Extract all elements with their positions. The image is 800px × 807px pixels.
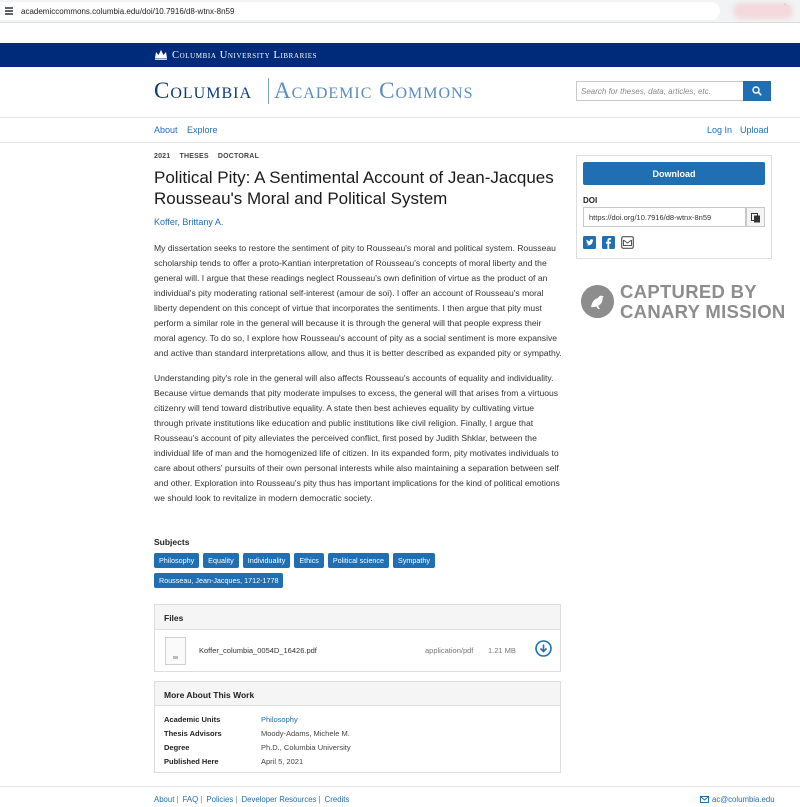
work-meta-tags bbox=[154, 153, 266, 160]
facebook-icon[interactable] bbox=[602, 236, 615, 249]
footer-separator: | bbox=[318, 795, 321, 804]
subject-tag[interactable]: Political science bbox=[328, 553, 389, 568]
cul-banner bbox=[0, 43, 800, 67]
doi-field[interactable] bbox=[583, 207, 746, 227]
subject-tag[interactable]: Equality bbox=[203, 553, 239, 568]
nav-upload[interactable]: Upload bbox=[740, 125, 769, 135]
footer-link-developer-resources[interactable]: Developer Resources bbox=[241, 795, 317, 804]
more-about-panel bbox=[154, 681, 561, 773]
subject-tag[interactable]: Sympathy bbox=[393, 553, 435, 568]
search-icon bbox=[752, 86, 762, 96]
search-button[interactable] bbox=[743, 81, 771, 101]
canary-bird-icon bbox=[581, 285, 614, 318]
footer-link-policies[interactable]: Policies bbox=[206, 795, 234, 804]
search-input[interactable] bbox=[576, 81, 743, 101]
browser-profile-area bbox=[733, 3, 793, 19]
download-circle-icon[interactable] bbox=[535, 640, 552, 657]
detail-label: Degree bbox=[164, 743, 190, 752]
footer bbox=[0, 786, 800, 807]
work-year: 2021 bbox=[154, 153, 171, 160]
footer-link-faq[interactable]: FAQ bbox=[182, 795, 199, 804]
subject-tag[interactable]: Philosophy bbox=[154, 553, 199, 568]
detail-label: Published Here bbox=[164, 757, 219, 766]
envelope-icon bbox=[700, 796, 709, 803]
crown-icon bbox=[154, 49, 168, 60]
subject-tag[interactable]: Ethics bbox=[294, 553, 324, 568]
nav-login[interactable]: Log In bbox=[707, 125, 733, 135]
file-type: application/pdf bbox=[425, 646, 474, 655]
canary-mission-watermark bbox=[581, 282, 791, 322]
nav-bar bbox=[0, 117, 800, 143]
more-about-heading: More About This Work bbox=[155, 682, 560, 706]
page-title: Political Pity: A Sentimental Account of Jean-Jacques Rousseau's Moral and Political System bbox=[154, 168, 554, 208]
watermark-line-2: CANARY MISSION bbox=[620, 301, 786, 322]
site-info-icon[interactable] bbox=[5, 6, 15, 16]
abstract bbox=[154, 241, 562, 516]
detail-value: April 5, 2021 bbox=[261, 757, 304, 766]
detail-label: Thesis Advisors bbox=[164, 729, 222, 738]
nav-explore[interactable]: Explore bbox=[187, 125, 218, 135]
files-panel bbox=[154, 604, 561, 672]
subjects-row bbox=[154, 553, 574, 568]
logo-columbia[interactable]: Columbia bbox=[154, 78, 253, 103]
footer-email-text[interactable]: ac@columbia.edu bbox=[712, 795, 775, 804]
copy-doi-button[interactable] bbox=[746, 207, 765, 227]
watermark-line-1: CAPTURED BY bbox=[620, 281, 757, 302]
watermark-text bbox=[620, 282, 786, 322]
logo-divider bbox=[268, 78, 269, 104]
subject-tag[interactable]: Rousseau, Jean-Jacques, 1712-1778 bbox=[154, 573, 283, 588]
abstract-paragraph: Understanding pity's role in the general will also affects Rousseau's accounts of equality and individuality. Because virtue demands that pity moderate impulses to excess, the general will that arises from a virtuous citizenry will tend toward distributive equality. A state then best achieves equality by cultivating virtue through private institutions like education and public institutions like civil religion. Finally, I argue that Rousseau's account of pity alleviates the perceived conflict, first posed by Judith Shklar, between the individual life of man and the homogenized life of citizen. In its expanded form, pity motivates individuals to care about others' pursuits of their own personal interests while also maintaining a separation between self and other. Exploration into Rousseau's pity thus has important implications for the kind of political emotions we should look to revitalize in modern democratic society. bbox=[154, 373, 560, 503]
browser-bar bbox=[0, 0, 800, 23]
address-bar-url[interactable]: academiccommons.columbia.edu/doi/10.7916/d8-wtnx-8n59 bbox=[21, 6, 235, 16]
footer-links bbox=[154, 795, 349, 804]
detail-value: Ph.D., Columbia University bbox=[261, 743, 351, 752]
footer-link-about[interactable]: About bbox=[154, 795, 175, 804]
address-bar[interactable] bbox=[0, 2, 720, 20]
footer-separator: | bbox=[176, 795, 179, 804]
download-panel bbox=[576, 155, 772, 259]
doi-label: DOI bbox=[583, 196, 598, 205]
work-type: THESES bbox=[179, 153, 209, 160]
author-link[interactable]: Koffer, Brittany A. bbox=[154, 217, 224, 227]
cul-banner-link[interactable]: Columbia University Libraries bbox=[172, 50, 318, 61]
files-heading: Files bbox=[155, 605, 560, 630]
abstract-paragraph: My dissertation seeks to restore the sentiment of pity to Rousseau's moral and political system. Rousseau scholarship tends to offer a proto-Kantian interpretation of Rousseau's concepts of moral liberty and the general will. I argue that these readings neglect Rousseau's own definition of virtue as the product of an individual's pity moderating rational self-interest (amour de soi). I offer an account of Rousseau's moral liberty dependent on this concept of virtue that incorporates the sentiments. I then argue that pity must perform a similar role in the general will because it is through the general will that people express their moral agency. To do so, I explore how Rousseau's account of pity as a social sentiment is more expansive and active than standard interpretations allow, and thus it is better described as expanded pity or sympathy. bbox=[154, 243, 562, 358]
copy-icon bbox=[751, 213, 761, 223]
footer-link-credits[interactable]: Credits bbox=[324, 795, 350, 804]
logo-academic-commons[interactable]: Academic Commons bbox=[274, 78, 474, 103]
nav-about[interactable]: About bbox=[154, 125, 178, 135]
email-icon[interactable] bbox=[621, 236, 634, 249]
footer-email-link[interactable] bbox=[700, 795, 775, 804]
work-degree-level: DOCTORAL bbox=[217, 153, 260, 160]
file-thumbnail[interactable] bbox=[165, 637, 186, 665]
file-size: 1.21 MB bbox=[488, 646, 516, 655]
footer-separator: | bbox=[235, 795, 238, 804]
file-name-link[interactable]: Koffer_columbia_0054D_16426.pdf bbox=[199, 646, 317, 655]
detail-value-academic-unit[interactable]: Philosophy bbox=[261, 715, 298, 724]
download-button[interactable]: Download bbox=[583, 162, 765, 185]
twitter-icon[interactable] bbox=[583, 236, 596, 249]
subjects-row bbox=[154, 573, 574, 588]
detail-label: Academic Units bbox=[164, 715, 221, 724]
subject-tag[interactable]: Individuality bbox=[243, 553, 291, 568]
subjects-heading: Subjects bbox=[154, 537, 190, 547]
footer-separator: | bbox=[200, 795, 203, 804]
detail-value: Moody-Adams, Michele M. bbox=[261, 729, 350, 738]
